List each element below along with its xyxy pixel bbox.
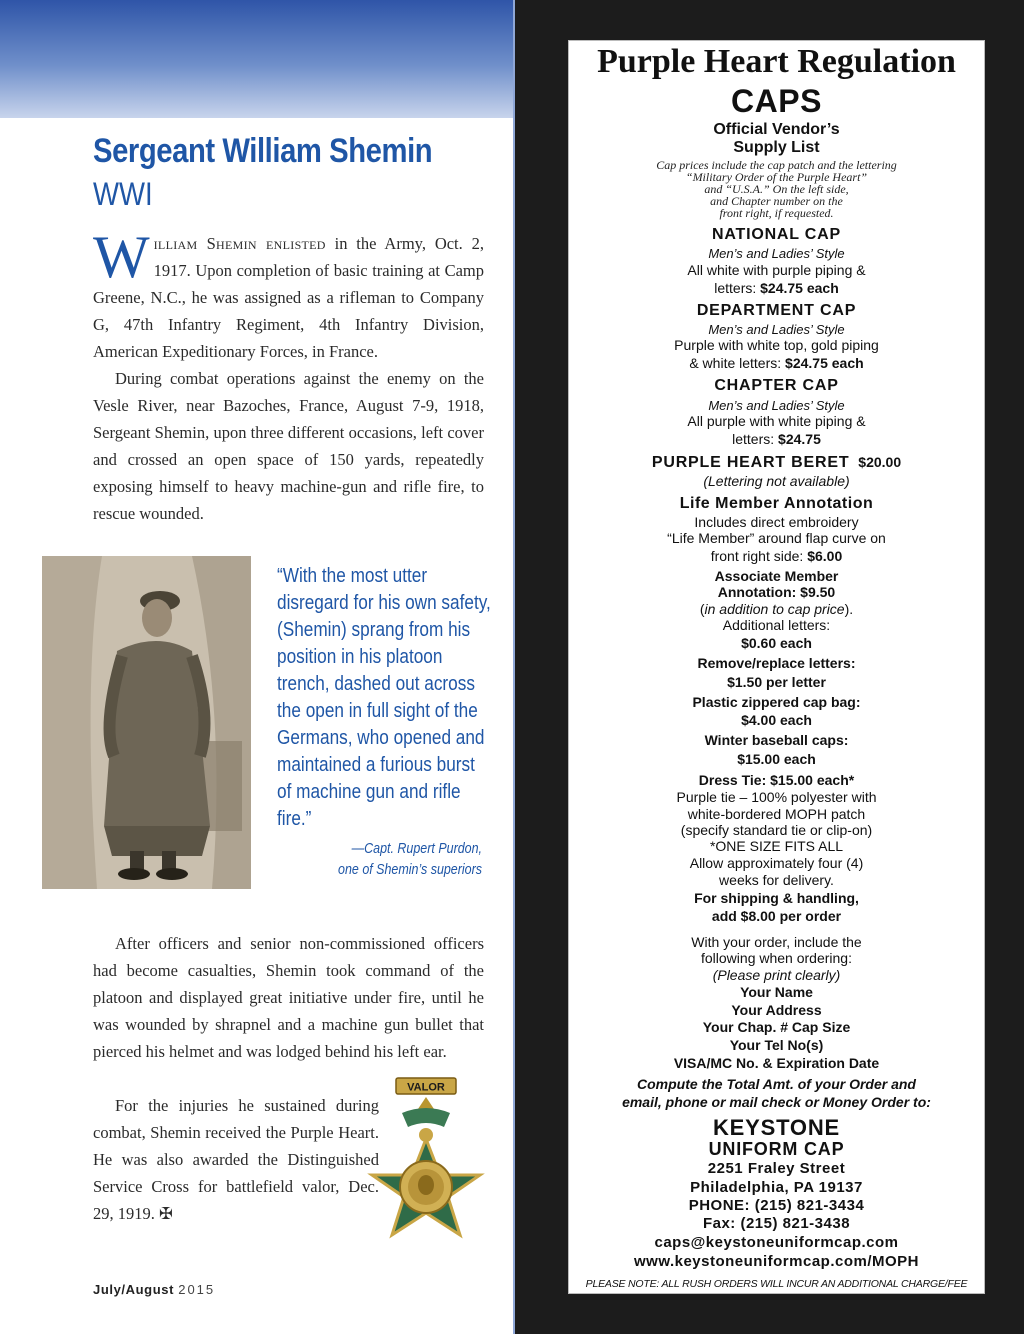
paragraph-4 <box>93 1092 379 1227</box>
quote-attribution-role: one of Shemin’s superiors <box>338 862 482 878</box>
article-body-end <box>93 1092 379 1227</box>
chapter-cap-desc: All purple with white piping & <box>687 413 866 429</box>
associate-paren-close: ). <box>844 601 854 617</box>
company-email: caps@keystoneuniformcap.com <box>654 1234 899 1251</box>
life-member-heading: Life Member Annotation <box>679 495 874 512</box>
company-website: www.keystoneuniformcap.com/MOPH <box>634 1253 919 1270</box>
additional-letters-label: Additional letters: <box>722 617 831 633</box>
price-note-2: “Military Order of the Purple Heart” <box>685 170 868 184</box>
medal-label: VALOR <box>407 1081 445 1094</box>
department-cap-desc: Purple with white top, gold piping <box>674 337 879 353</box>
winter-caps-label: Winter baseball caps: <box>704 732 849 748</box>
vendor-heading-2: Supply List <box>733 139 820 156</box>
issue-label: July/August <box>93 1282 174 1297</box>
remove-letters-label: Remove/replace letters: <box>697 655 856 671</box>
dress-tie-desc-6: weeks for delivery. <box>719 872 834 888</box>
national-cap-style: Men’s and Ladies’ Style <box>708 246 845 261</box>
dress-tie-heading: Dress Tie: $15.00 each* <box>698 772 855 788</box>
price-note-5: front right, if requested. <box>719 206 834 220</box>
order-line-1: With your order, include the <box>691 934 862 950</box>
price-note-3: and “U.S.A.” On the left side, <box>704 182 849 196</box>
caps-advertisement <box>568 40 985 1294</box>
life-member-price: $6.00 <box>807 548 843 564</box>
paragraph-4-text: For the injuries he sustained during combat, Shemin received the Purple Heart. He was also awarded the Distinguished Service Cross for battlefield valor, Dec. 29, 1919. <box>93 1096 379 1223</box>
company-fax: Fax: (215) 821-3438 <box>702 1215 851 1232</box>
order-line-2: following when ordering: <box>701 950 852 966</box>
dress-tie-desc-3: (specify standard tie or clip-on) <box>680 822 873 838</box>
compute-line-2: email, phone or mail check or Money Order to: <box>622 1094 931 1110</box>
soldier-photo <box>42 556 251 889</box>
chapter-cap-heading: CHAPTER CAP <box>714 377 839 394</box>
associate-note: in addition to cap price <box>704 601 845 617</box>
additional-letters-price: $0.60 each <box>741 635 812 651</box>
national-cap-price-label: letters: <box>714 280 761 296</box>
end-mark: ✠ <box>159 1204 173 1223</box>
issue-year: 2015 <box>178 1282 216 1297</box>
order-line-5: Your Address <box>731 1002 822 1018</box>
cap-bag-price: $4.00 each <box>741 712 812 728</box>
article-body-top <box>93 224 484 527</box>
winter-caps-price: $15.00 each <box>737 751 816 767</box>
life-member-desc-2: “Life Member” around flap curve on <box>667 530 886 546</box>
article-subtitle: WWI <box>93 176 153 212</box>
vendor-heading-1: Official Vendor’s <box>713 121 840 138</box>
rush-order-note: PLEASE NOTE: ALL RUSH ORDERS WILL INCUR AN ADDITIONAL CHARGE/FEE <box>585 1278 968 1290</box>
order-line-3: (Please print clearly) <box>712 967 841 983</box>
paragraph-3: After officers and senior non-commissioned officers had become casualties, Shemin took command of the platoon and displayed great initiative under fire, until he was wounded by shrapnel and a machine gun bullet that pierced his helmet and was lodged behind his left ear. <box>93 934 484 1061</box>
page-footer <box>93 1282 215 1297</box>
ad-title: Purple Heart Regulation <box>597 43 956 80</box>
national-cap-heading: NATIONAL CAP <box>711 226 841 243</box>
drop-cap: W <box>93 224 150 290</box>
ad-caps-heading: CAPS <box>731 83 822 119</box>
paragraph-1 <box>93 224 484 365</box>
department-cap-heading: DEPARTMENT CAP <box>696 302 857 319</box>
medal-icon <box>362 1075 486 1245</box>
order-line-4: Your Name <box>740 984 813 1000</box>
article-body-bottom <box>93 930 484 1065</box>
compute-line-1: Compute the Total Amt. of your Order and <box>637 1076 916 1092</box>
paragraph-1-text: in the Army, Oct. 2, 1917. Upon completion of basic training at Camp Greene, N.C., he was assigned as a rifleman to Company G, 47th Infantry Regiment, 4th Infantry Division, American Expeditionary Forces, in France. <box>93 234 484 361</box>
pull-quote: “With the most utter disregard for his own safety, (Shemin) sprang from his position in his platoon trench, dashed out across the open in full sight of the Germans, who opened and maintained a furious burst of machine gun and rifle fire.” <box>277 565 491 830</box>
chapter-cap-price-label: letters: <box>732 431 779 447</box>
medal-of-honor-image <box>362 1075 486 1245</box>
paragraph-2: During combat operations against the enemy on the Vesle River, near Bazoches, France, August 7-9, 1918, Sergeant Shemin, upon three different occasions, left cover and crossed an open space of 150 yards, repeatedly exposing himself to heavy machine-gun and rifle fire, to rescue wounded. <box>93 369 484 523</box>
associate-line-3 <box>569 601 984 617</box>
chapter-cap-price: $24.75 <box>778 431 821 447</box>
header-band <box>0 0 514 118</box>
beret-price: $20.00 <box>858 454 902 470</box>
beret-line <box>569 454 984 472</box>
order-line-8: VISA/MC No. & Expiration Date <box>673 1055 880 1071</box>
company-city: Philadelphia, PA 19137 <box>690 1179 863 1196</box>
associate-line-1: Associate Member <box>714 568 839 584</box>
order-line-6: Your Chap. # Cap Size <box>702 1019 851 1035</box>
company-name: KEYSTONE <box>712 1115 841 1140</box>
life-member-price-line <box>569 548 984 564</box>
associate-line-2: Annotation: $9.50 <box>717 584 836 600</box>
article-title: Sergeant William Shemin <box>93 132 433 170</box>
remove-letters-price: $1.50 per letter <box>727 674 826 690</box>
department-cap-price: $24.75 each <box>785 355 864 371</box>
life-member-desc-1: Includes direct embroidery <box>694 514 859 530</box>
price-note-4: and Chapter number on the <box>710 194 843 208</box>
cap-bag-label: Plastic zippered cap bag: <box>692 694 861 710</box>
shipping-line-2: add $8.00 per order <box>711 908 842 924</box>
beret-note: (Lettering not available) <box>703 473 850 489</box>
company-street: 2251 Fraley Street <box>707 1160 846 1177</box>
company-phone: PHONE: (215) 821-3434 <box>688 1197 865 1214</box>
chapter-cap-price-line <box>569 431 984 447</box>
national-cap-desc: All white with purple piping & <box>687 262 866 278</box>
beret-heading: PURPLE HEART BERET <box>651 454 850 471</box>
chapter-cap-style: Men’s and Ladies’ Style <box>708 398 845 413</box>
dress-tie-desc-1: Purple tie – 100% polyester with <box>676 789 877 805</box>
dress-tie-desc-4: *ONE SIZE FITS ALL <box>709 838 844 854</box>
order-line-7: Your Tel No(s) <box>729 1037 824 1053</box>
department-cap-style: Men’s and Ladies’ Style <box>708 322 845 337</box>
department-cap-price-label: & white letters: <box>689 355 786 371</box>
associate-paren-open: ( <box>699 601 705 617</box>
dress-tie-desc-2: white-bordered MOPH patch <box>687 806 866 822</box>
life-member-price-label: front right side: <box>710 548 808 564</box>
department-cap-price-line <box>569 355 984 371</box>
quote-attribution-name: —Capt. Rupert Purdon, <box>351 841 482 857</box>
price-note-1: Cap prices include the cap patch and the lettering <box>656 158 897 172</box>
national-cap-price-line <box>569 280 984 296</box>
soldier-figure-image <box>42 556 251 889</box>
quote-attribution <box>274 839 482 881</box>
lead-in: illiam Shemin enlisted <box>153 234 326 253</box>
shipping-line-1: For shipping & handling, <box>694 890 859 906</box>
company-name-2: UNIFORM CAP <box>708 1139 845 1159</box>
national-cap-price: $24.75 each <box>760 280 839 296</box>
dress-tie-desc-5: Allow approximately four (4) <box>689 855 864 871</box>
